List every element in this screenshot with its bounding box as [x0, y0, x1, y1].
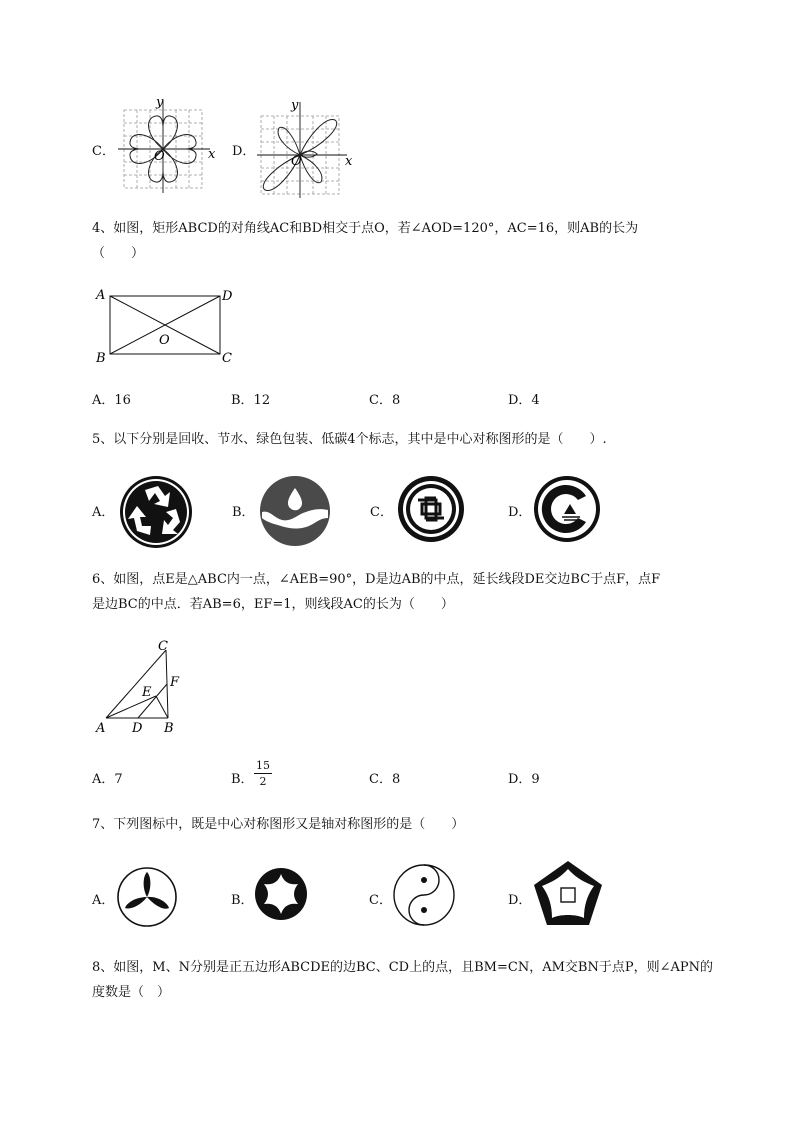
q6-label-f: F [170, 675, 180, 690]
q7-yin-yang-icon [392, 863, 456, 927]
q5-green-package-icon [396, 474, 466, 544]
q4-answer-paren: （ ） [92, 246, 145, 261]
q3d-axis-x: x [345, 154, 353, 169]
q8-text-line2: 度数是（ ） [92, 985, 171, 1000]
q6-label-b: B [164, 721, 174, 736]
q6-fraction-numerator: 15 [256, 759, 270, 772]
q5-water-drop-icon [258, 474, 332, 548]
q4-label-d: D [222, 289, 233, 304]
q7-three-petal-icon [116, 866, 178, 928]
q7-pentagon-square-icon [532, 858, 604, 928]
q6-label-a: A [96, 721, 106, 736]
q3-option-d-label: D． [232, 144, 256, 159]
q4-option-d: D．4 [508, 393, 540, 408]
q7-option-a-label: A． [92, 893, 115, 908]
q5-option-c-label: C． [370, 505, 393, 520]
q6-label-c: C [158, 639, 168, 654]
q6-option-b-label: B． [231, 772, 254, 787]
q4-label-a: A [96, 288, 106, 303]
q3d-axis-y: y [291, 98, 299, 113]
q3-option-c-label: C． [92, 144, 115, 159]
q4-rectangle-figure [92, 284, 252, 369]
q5-option-a-label: A． [92, 505, 115, 520]
q3c-axis-y: y [156, 95, 164, 110]
q6-option-a: A．7 [92, 772, 123, 787]
q6-text-line2: 是边BC的中点．若AB=6，EF=1，则线段AC的长为（ ） [92, 597, 454, 612]
q4-option-b: B．12 [231, 393, 271, 408]
q4-question-text [92, 216, 732, 266]
q5-option-d-label: D． [508, 505, 532, 520]
q4-label-c: C [222, 351, 232, 366]
q3c-axis-x: x [208, 147, 216, 162]
q6-label-e: E [142, 685, 152, 700]
q6-option-d: D．9 [508, 772, 540, 787]
q3d-origin: O [291, 154, 302, 169]
q4-label-b: B [96, 351, 106, 366]
q7-option-d-label: D． [508, 893, 532, 908]
q3c-origin: O [154, 149, 165, 164]
q5-low-carbon-icon [532, 474, 602, 544]
q7-option-b-label: B． [231, 893, 254, 908]
q8-question-text [92, 955, 732, 1005]
q6-text-line1: 6、如图，点E是△ABC内一点，∠AEB=90°，D是边AB的中点，延长线段DE交边BC于点F，点F [92, 572, 661, 587]
q3-option-d-graph [257, 98, 357, 198]
q4-option-a: A．16 [92, 393, 131, 408]
q7-hexagon-star-icon [253, 866, 309, 922]
q6-option-c: C．8 [369, 772, 401, 787]
q8-text-line1: 8、如图，M、N分别是正五边形ABCDE的边BC、CD上的点，且BM=CN，AM交BN于点P，则∠APN的 [92, 960, 713, 975]
q6-triangle-figure [92, 638, 192, 738]
q6-question-text [92, 567, 732, 617]
q6-option-b-fraction [254, 759, 272, 788]
q5-recycle-icon [118, 474, 194, 550]
q6-label-d: D [132, 721, 143, 736]
q6-fraction-denominator: 2 [259, 775, 267, 788]
q7-question-text: 7、下列图标中，既是中心对称图形又是轴对称图形的是（ ） [92, 817, 465, 832]
q7-option-c-label: C． [369, 893, 392, 908]
q5-option-b-label: B． [232, 505, 255, 520]
q3-option-c-graph [118, 95, 218, 193]
q4-label-o: O [159, 333, 170, 348]
q6-fraction-bar [254, 773, 272, 774]
q5-question-text: 5、以下分别是回收、节水、绿色包装、低碳4个标志，其中是中心对称图形的是（ ）. [92, 432, 607, 447]
q4-text: 4、如图，矩形ABCD的对角线AC和BD相交于点O，若∠AOD=120°，AC=16，则AB的长为 [92, 221, 639, 236]
q4-option-c: C．8 [369, 393, 401, 408]
